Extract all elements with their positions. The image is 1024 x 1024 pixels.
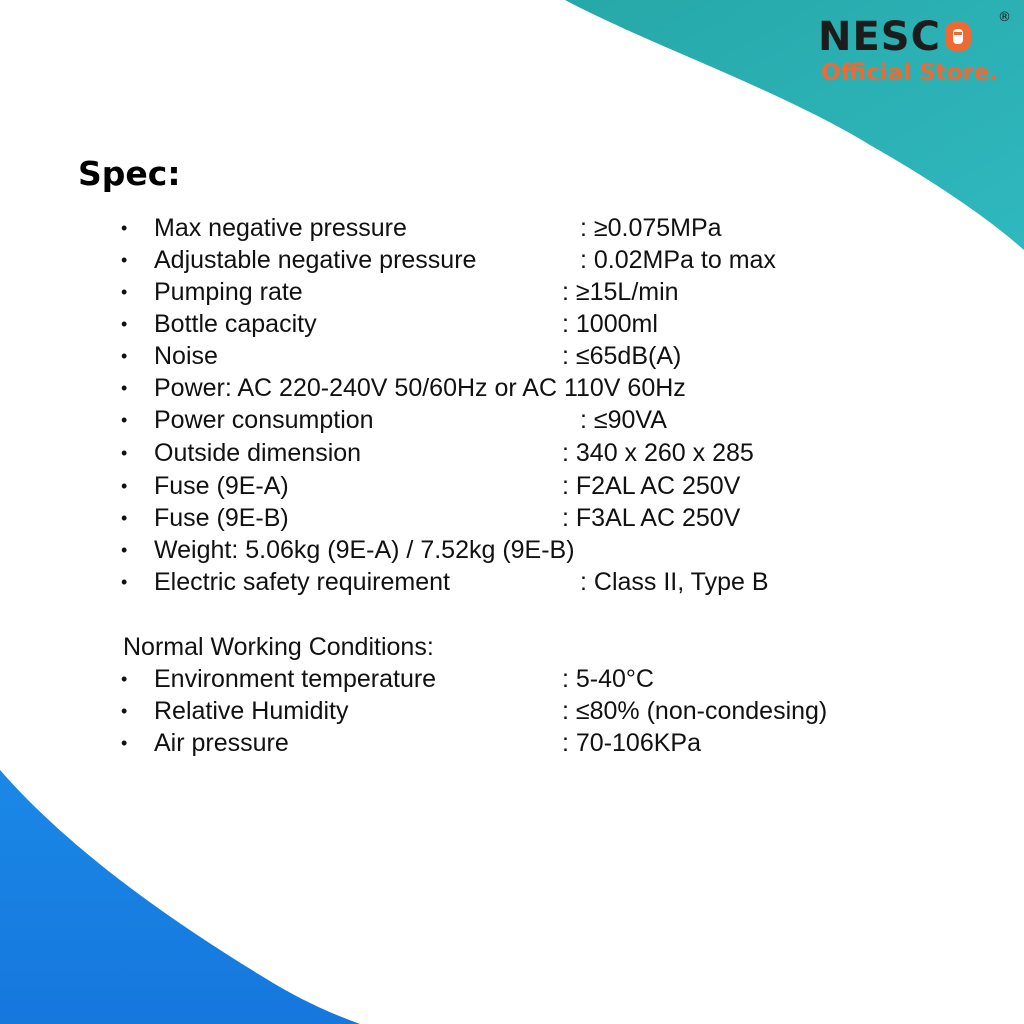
spec-value: : ≤65dB(A) <box>562 342 682 370</box>
conditions-title: Normal Working Conditions: <box>123 633 434 661</box>
spec-label: Max negative pressure <box>154 214 407 242</box>
bullet: • <box>121 410 128 430</box>
brand-name: NESC <box>818 14 941 60</box>
spec-value: : ≥0.075MPa <box>580 214 722 242</box>
spec-value: : 1000ml <box>562 310 658 338</box>
bullet: • <box>121 346 128 366</box>
bullet: • <box>121 218 128 238</box>
bullet: • <box>121 701 128 721</box>
spec-label: Fuse (9E-A) <box>154 472 289 500</box>
bullet: • <box>121 508 128 528</box>
spec-value: : ≥15L/min <box>562 278 679 306</box>
bullet: • <box>121 540 128 560</box>
condition-value: : 5-40°C <box>562 665 654 693</box>
brand-o-mark <box>943 17 973 51</box>
bullet: • <box>121 476 128 496</box>
bullet: • <box>121 572 128 592</box>
spec-label: Electric safety requirement <box>154 568 450 596</box>
bullet: • <box>121 250 128 270</box>
condition-label: Environment temperature <box>154 665 437 693</box>
spec-label: Bottle capacity <box>154 310 317 338</box>
spec-label: Power: AC 220-240V 50/60Hz or AC 110V 60Hz <box>154 374 686 402</box>
bullet: • <box>121 314 128 334</box>
spec-label: Adjustable negative pressure <box>154 246 477 274</box>
spec-label: Power consumption <box>154 406 374 434</box>
condition-label: Relative Humidity <box>154 697 349 725</box>
condition-value: : ≤80% (non-condesing) <box>562 697 828 725</box>
bullet: • <box>121 733 128 753</box>
brand-logo <box>818 10 1018 90</box>
spec-label: Weight: 5.06kg (9E-A) / 7.52kg (9E-B) <box>154 536 575 564</box>
spec-label: Outside dimension <box>154 439 362 467</box>
blue-corner-shape <box>0 770 360 1024</box>
condition-value: : 70-106KPa <box>562 729 701 757</box>
spec-label: Noise <box>154 342 218 370</box>
spec-value: : ≤90VA <box>580 406 667 434</box>
spec-value: : F3AL AC 250V <box>562 504 741 532</box>
spec-value: : Class II, Type B <box>580 568 769 596</box>
bullet: • <box>121 443 128 463</box>
brand-subtitle: Official Store. <box>821 60 999 86</box>
bullet: • <box>121 282 128 302</box>
spec-value: : 0.02MPa to max <box>580 246 776 274</box>
bullet: • <box>121 378 128 398</box>
condition-label: Air pressure <box>154 729 289 757</box>
spec-label: Pumping rate <box>154 278 303 306</box>
page-title: Spec: <box>78 154 181 193</box>
spec-label: Fuse (9E-B) <box>154 504 289 532</box>
spec-value: : 340 x 260 x 285 <box>562 439 754 467</box>
registered-mark: ® <box>998 10 1011 25</box>
bullet: • <box>121 669 128 689</box>
spec-value: : F2AL AC 250V <box>562 472 741 500</box>
